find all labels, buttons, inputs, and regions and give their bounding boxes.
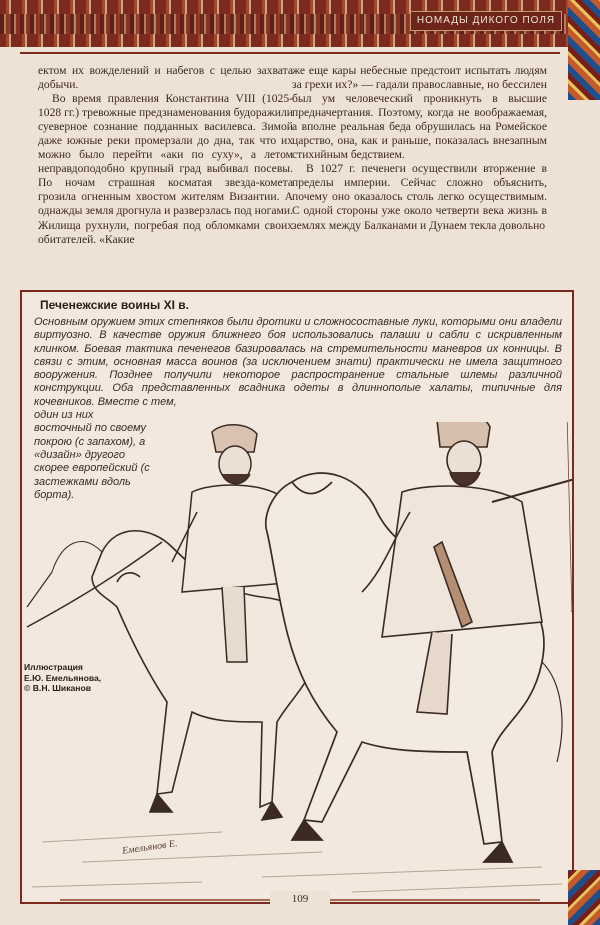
sidebar-box [20, 290, 574, 904]
page-number: 109 [291, 893, 309, 905]
corner-ornament-bottom [568, 870, 600, 925]
sidebar-text-narrow: один из них восточный по своему покрою (с запахом), а «дизайн» другого скорее европейский (с застежками вдоль борта). [34, 409, 150, 501]
ground-hatching [32, 832, 562, 892]
bowstring [567, 422, 572, 612]
paragraph: же еще кары небесные предстоит испытать людям за грехи их?» — гадали православные, но бессилен был ум человеческий проникнуть в высшие предначертания. Поэтому, когда не воображаемая, а вполне реальная беда обрушилась на Ромейское царство, она, как и раньше, показалась внезапным стихийным бедствием. [292, 64, 547, 162]
horsemen-illustration [22, 422, 572, 902]
artist-signature: Емельянов Е. [121, 838, 179, 857]
header-rule [20, 52, 560, 54]
text-column-right [292, 64, 547, 284]
text-column-left [38, 64, 293, 284]
sidebar-text-body: Основным оружием этих степняков были дротики и сложносоставные луки, которыми они владели виртуозно. В качестве оружия ближнего боя использовались палаши и сабли с искривленным клинком. Боевая тактика печенегов базировалась на стремительности маневров их конницы. В связи с этим, основная масса воинов (за исключением знати) практически не имела защитного вооружения. Позднее получили некоторое распространение стальные шлемы различной конструкции. Оба представленных всадника одеты в длиннополые халаты, типичные для кочевников. Вместе с тем, [34, 316, 562, 408]
paragraph: ектом их вожделений и набегов с целью захвата добычи. [38, 64, 293, 92]
paragraph: Во время правления Константина VIII (1025-1028 гг.) тревожные предзнаменования будоражили суеверное сознание подданных василевса. Зимой даже южные реки промерзали до дна, так что их можно было перейти «аки по суху», а летом неправдоподобно крупный град выбивал посевы. По ночам страшная косматая звезда-комета грозила огненным хвостом жителям Византии. А однажды земля дрогнула и разверзлась под ногами. Жилища рухнули, погребая под обломками своих обитателей. «Какие [38, 92, 293, 246]
sidebar-title: Печенежские воины XI в. [40, 298, 189, 312]
running-header: НОМАДЫ ДИКОГО ПОЛЯ [410, 11, 562, 31]
paragraph: В 1027 г. печенеги осуществили вторжение в пределы империи. Сейчас сложно объяснить, почему оно оказалось столь легко осуществимым. С одной стороны уже около четверти века жизнь в землях между Балканами и Дунаем текла довольно [292, 162, 547, 232]
illustration-credit: Иллюстрация Е.Ю. Емельянова, © В.Н. Шиканов [24, 662, 102, 693]
saber-icon [27, 542, 162, 627]
corner-ornament-top [568, 0, 600, 100]
